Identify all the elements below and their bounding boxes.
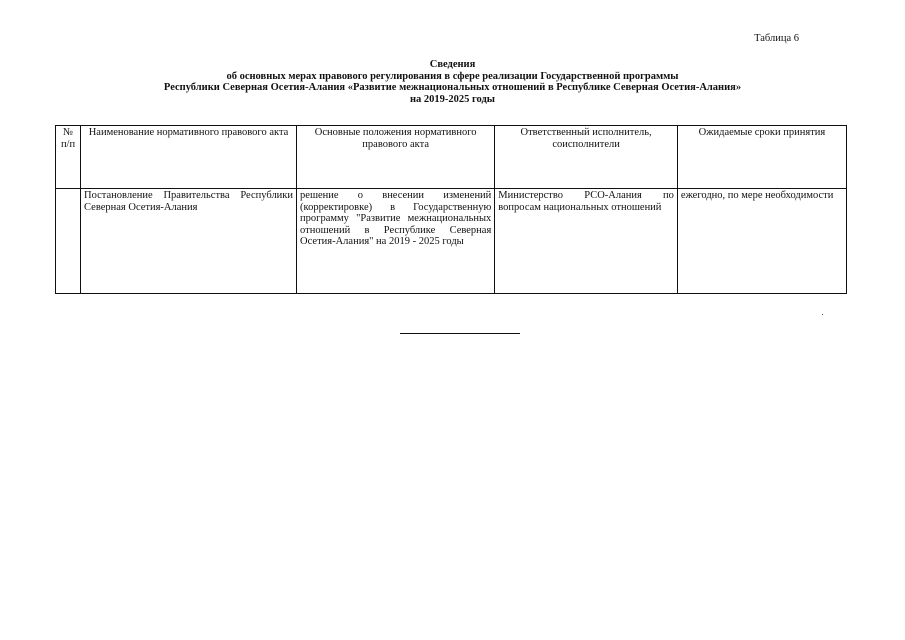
header-act-name: Наименование нормативного правового акта <box>81 126 297 189</box>
cell-main-provisions: решение о внесении изменений (корректировке) в Государственную программу "Развитие межнациональных отношений в Республике Северная Осетия-Алания" на 2019 - 2025 годы <box>297 189 495 294</box>
title-line-2: об основных мерах правового регулирования в сфере реализации Государственной программы <box>226 70 679 82</box>
header-responsible-executor: Ответственный исполнитель, соисполнители <box>495 126 678 189</box>
table-header-row <box>56 126 847 189</box>
title-line-4: на 2019-2025 годы <box>409 93 495 105</box>
legal-measures-table <box>55 125 847 294</box>
header-main-provisions: Основные положения нормативного правового акта <box>297 126 495 189</box>
end-of-document-rule <box>400 333 520 334</box>
cell-expected-terms: ежегодно, по мере необходимости <box>677 189 846 294</box>
title-line-1: Сведения <box>429 59 476 70</box>
table-row <box>56 189 847 294</box>
cell-number <box>56 189 81 294</box>
header-number: № п/п <box>56 126 81 189</box>
title-line-3: Республики Северная Осетия-Алания «Развитие межнациональных отношений в Республике Северная Осетия-Алания» <box>163 82 742 93</box>
table-number-label: Таблица 6 <box>754 33 799 44</box>
cell-responsible-executor: Министерство РСО-Алания по вопросам национальных отношений <box>495 189 678 294</box>
document-title <box>0 59 905 105</box>
cell-act-name: Постановление Правительства Республики Северная Осетия-Алания <box>81 189 297 294</box>
header-expected-terms: Ожидаемые сроки принятия <box>677 126 846 189</box>
stray-dot-mark <box>822 314 823 315</box>
